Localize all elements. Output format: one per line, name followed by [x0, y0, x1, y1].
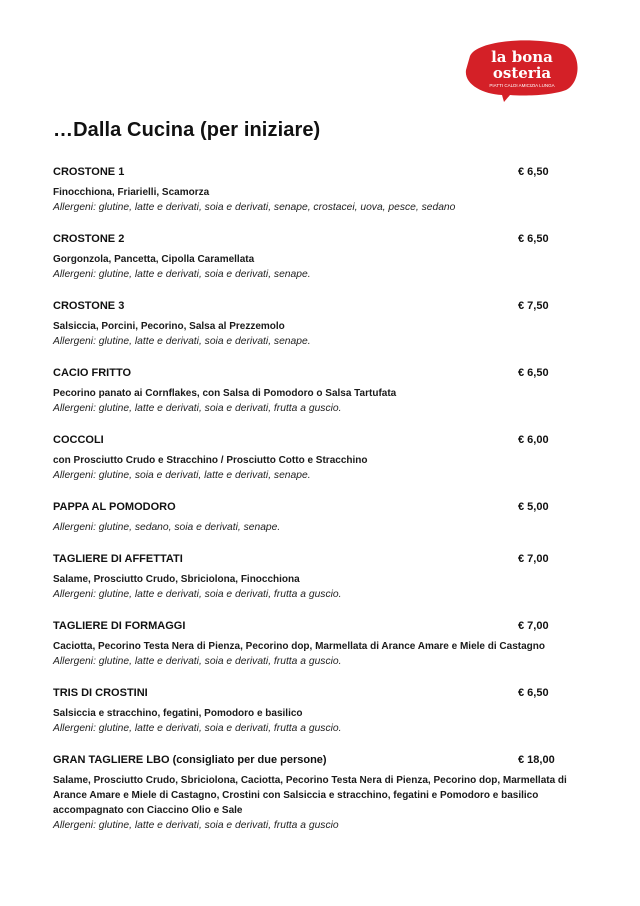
item-price: € 6,50	[518, 367, 549, 379]
menu-item	[53, 432, 573, 483]
item-allergens: Allergeni: glutine, latte e derivati, soia e derivati, frutta a guscio.	[53, 403, 342, 414]
item-price: € 5,00	[518, 501, 549, 513]
menu-item	[53, 231, 573, 282]
menu-item-header	[53, 164, 573, 180]
menu-item-header	[53, 298, 573, 314]
item-allergens: Allergeni: glutine, latte e derivati, soia e derivati, senape.	[53, 336, 311, 347]
item-name: TRIS DI CROSTINI	[53, 687, 148, 699]
menu-item	[53, 685, 573, 736]
svg-text:la bona: la bona	[491, 48, 553, 66]
item-name: CROSTONE 3	[53, 300, 125, 312]
menu-item	[53, 298, 573, 349]
item-allergens: Allergeni: glutine, soia e derivati, latte e derivati, senape.	[53, 470, 311, 481]
menu-item-header	[53, 499, 573, 515]
menu-item-header	[53, 618, 573, 634]
item-allergens: Allergeni: glutine, latte e derivati, soia e derivati, frutta a guscio.	[53, 589, 342, 600]
item-price: € 6,50	[518, 166, 549, 178]
item-name: CACIO FRITTO	[53, 367, 132, 379]
item-price: € 18,00	[518, 754, 555, 766]
menu-item-header	[53, 231, 573, 247]
item-allergens: Allergeni: glutine, latte e derivati, soia e derivati, senape, crostacei, uova, pesce, sedano	[53, 202, 456, 213]
item-description: Salsiccia e stracchino, fegatini, Pomodoro e basilico	[53, 708, 303, 719]
menu-item-header	[53, 752, 573, 768]
brand-logo	[462, 38, 580, 102]
menu-item-header	[53, 432, 573, 448]
item-description: con Prosciutto Crudo e Stracchino / Prosciutto Cotto e Stracchino	[53, 455, 368, 466]
item-price: € 6,50	[518, 687, 549, 699]
item-price: € 7,00	[518, 553, 549, 565]
item-name: CROSTONE 2	[53, 233, 125, 245]
menu-list	[53, 164, 573, 849]
item-allergens: Allergeni: glutine, latte e derivati, soia e derivati, frutta a guscio.	[53, 656, 342, 667]
item-description: Gorgonzola, Pancetta, Cipolla Caramellata	[53, 254, 255, 265]
menu-item	[53, 499, 573, 535]
menu-item	[53, 365, 573, 416]
item-allergens: Allergeni: glutine, latte e derivati, soia e derivati, frutta a guscio.	[53, 723, 342, 734]
item-name: COCCOLI	[53, 434, 104, 446]
item-description: Finocchiona, Friarielli, Scamorza	[53, 187, 210, 198]
svg-text:osteria: osteria	[492, 64, 552, 82]
menu-item	[53, 752, 573, 833]
item-description: Caciotta, Pecorino Testa Nera di Pienza, Pecorino dop, Marmellata di Arance Amare e Miele di Castagno	[53, 641, 545, 652]
item-price: € 7,50	[518, 300, 549, 312]
menu-item	[53, 164, 573, 215]
item-name: PAPPA AL POMODORO	[53, 501, 176, 513]
item-price: € 6,50	[518, 233, 549, 245]
item-description: Salsiccia, Porcini, Pecorino, Salsa al Prezzemolo	[53, 321, 285, 332]
menu-item-header	[53, 685, 573, 701]
item-description: Salame, Prosciutto Crudo, Sbriciolona, Finocchiona	[53, 574, 300, 585]
menu-item	[53, 618, 573, 669]
menu-item	[53, 551, 573, 602]
item-price: € 7,00	[518, 620, 549, 632]
menu-item-header	[53, 551, 573, 567]
item-name: TAGLIERE DI AFFETTATI	[53, 553, 183, 565]
item-name: TAGLIERE DI FORMAGGI	[53, 620, 186, 632]
item-allergens: Allergeni: glutine, latte e derivati, soia e derivati, senape.	[53, 269, 311, 280]
menu-item-header	[53, 365, 573, 381]
page-title: …Dalla Cucina (per iniziare)	[53, 119, 321, 141]
item-name: CROSTONE 1	[53, 166, 125, 178]
item-allergens: Allergeni: glutine, sedano, soia e derivati, senape.	[53, 522, 281, 533]
item-description: Salame, Prosciutto Crudo, Sbriciolona, Caciotta, Pecorino Testa Nera di Pienza, Pecorino dop, Marmellata di Arance Amare e Miele di Castagno, Crostini con Salsiccia e stracchino, fegatini e Pomodoro e basilico accompagnato con Ciaccino Olio e Sale	[53, 775, 567, 816]
item-description: Pecorino panato ai Cornflakes, con Salsa di Pomodoro o Salsa Tartufata	[53, 388, 397, 399]
item-allergens: Allergeni: glutine, latte e derivati, soia e derivati, frutta a guscio	[53, 820, 339, 831]
item-name: GRAN TAGLIERE LBO (consigliato per due persone)	[53, 754, 327, 766]
item-price: € 6,00	[518, 434, 549, 446]
svg-text:PIATTI CALDI AMICIZIA LUNGA: PIATTI CALDI AMICIZIA LUNGA	[489, 83, 555, 88]
